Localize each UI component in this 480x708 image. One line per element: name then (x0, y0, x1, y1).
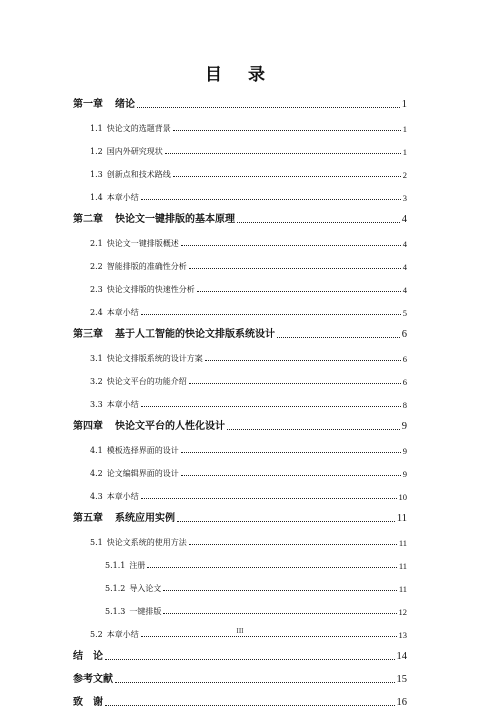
dot-leader (163, 589, 396, 591)
dot-leader (277, 336, 400, 338)
toc-page-number: 8 (403, 401, 407, 410)
toc-chapter-entry[interactable] (73, 87, 407, 110)
toc-section-entry[interactable] (73, 524, 407, 547)
toc-page-number: 4 (403, 240, 407, 249)
toc-section-entry[interactable] (73, 110, 407, 133)
dot-leader (165, 152, 401, 154)
dot-leader (173, 129, 401, 131)
toc-section-entry[interactable] (73, 386, 407, 409)
toc-entry-label (73, 652, 103, 662)
toc-entry-title: 本章小结 (107, 400, 139, 409)
toc-page-number: 12 (399, 608, 408, 617)
dot-leader (163, 612, 396, 614)
toc-entry-label (90, 447, 179, 455)
toc-entry-number: 3.3 (90, 400, 103, 409)
toc-section-entry[interactable] (73, 133, 407, 156)
dot-leader (173, 175, 401, 177)
dot-leader (141, 198, 401, 200)
toc-page-number: 11 (399, 562, 407, 571)
toc-page-number: 1 (403, 125, 407, 134)
toc-entry-title: 模板选择界面的设计 (107, 446, 179, 455)
toc-entry-label (90, 240, 179, 248)
toc-entry-number: 2.1 (90, 239, 103, 248)
toc-entry-number: 第五章 (73, 513, 103, 524)
toc-page-number: 11 (399, 539, 407, 548)
toc-entry-number: 1.1 (90, 124, 103, 133)
toc-page-number: 1 (403, 148, 407, 157)
toc-entry-title: 快论文一键排版的基本原理 (115, 214, 235, 225)
dot-leader (197, 290, 401, 292)
toc-entry-title: 快论文平台的功能介绍 (107, 377, 187, 386)
dot-leader (141, 497, 397, 499)
toc-section-entry[interactable] (73, 478, 407, 501)
toc-entry-number: 4.1 (90, 446, 103, 455)
toc-entry-title: 快论文系统的使用方法 (107, 538, 187, 547)
toc-entry-label (90, 355, 203, 363)
toc-entry-label (90, 194, 139, 202)
toc-entry-label (90, 493, 139, 501)
dot-leader (189, 382, 401, 384)
toc-entry-number: 5.1 (90, 538, 103, 547)
toc-page-number: 15 (397, 675, 408, 686)
toc-section-entry[interactable] (73, 179, 407, 202)
toc-entry-number: 5.1.2 (105, 584, 125, 593)
toc-entry-title: 致 谢 (73, 697, 103, 708)
toc-entry-title: 快论文一键排版概述 (107, 239, 179, 248)
toc-page-number: 16 (397, 698, 408, 708)
toc-entry-number: 1.4 (90, 193, 103, 202)
toc-entry-title: 系统应用实例 (115, 513, 175, 524)
dot-leader (115, 681, 395, 683)
toc-entry-label (90, 263, 187, 271)
toc-page-number: 2 (403, 171, 407, 180)
toc-page-number: 6 (403, 378, 407, 387)
toc-entry-label (73, 698, 103, 708)
toc-entry-number: 第三章 (73, 329, 103, 340)
page-number-footer: III (0, 627, 480, 635)
toc-section-entry[interactable] (73, 340, 407, 363)
dot-leader (105, 704, 395, 706)
toc-section-entry[interactable] (73, 156, 407, 179)
toc-entry-title: 国内外研究现状 (107, 147, 163, 156)
toc-entry-title: 结 论 (73, 651, 103, 662)
toc-entry-number: 2.3 (90, 285, 103, 294)
toc-entry-number: 2.2 (90, 262, 103, 271)
toc-page-number: 9 (403, 470, 407, 479)
toc-entry-label (90, 286, 195, 294)
toc-chapter-entry[interactable] (73, 202, 407, 225)
dot-leader (105, 658, 395, 660)
toc-subsection-entry[interactable] (73, 570, 407, 593)
dot-leader (147, 566, 396, 568)
toc-page-number: 11 (399, 585, 407, 594)
toc-page-number: 6 (403, 355, 407, 364)
toc-entry-number: 3.1 (90, 354, 103, 363)
dot-leader (189, 267, 401, 269)
toc-page-number: 6 (402, 330, 407, 341)
toc-entry-label (73, 675, 113, 685)
toc-entry-number: 5.1.1 (105, 561, 125, 570)
dot-leader (189, 543, 397, 545)
toc-entry-title: 一键排版 (129, 607, 161, 616)
dot-leader (181, 451, 401, 453)
toc-page-number: 4 (403, 286, 407, 295)
toc-entry-number: 1.2 (90, 147, 103, 156)
table-of-contents (73, 87, 407, 708)
toc-page-number: 4 (402, 215, 407, 226)
toc-section-entry[interactable] (73, 248, 407, 271)
toc-entry-label (73, 215, 235, 225)
toc-page-number: 5 (403, 309, 407, 318)
toc-page-number: 14 (397, 652, 408, 663)
toc-entry-label (90, 539, 187, 547)
toc-page-number: 3 (403, 194, 407, 203)
toc-chapter-entry[interactable] (73, 409, 407, 432)
dot-leader (177, 520, 395, 522)
toc-entry-title: 快论文平台的人性化设计 (115, 421, 225, 432)
toc-entry-title: 本章小结 (107, 308, 139, 317)
toc-entry-label (90, 378, 187, 386)
toc-entry-label (73, 514, 175, 524)
toc-entry-title: 本章小结 (107, 630, 139, 639)
toc-entry-title: 绪论 (115, 99, 135, 110)
toc-entry-title: 创新点和技术路线 (107, 170, 171, 179)
toc-section-entry[interactable] (73, 363, 407, 386)
toc-page-number: 4 (403, 263, 407, 272)
toc-entry-number: 5.2 (90, 630, 103, 639)
dot-leader (141, 635, 397, 637)
toc-page-number: 11 (397, 514, 407, 525)
toc-section-entry[interactable] (73, 432, 407, 455)
toc-chapter-entry[interactable] (73, 685, 407, 708)
toc-entry-title: 快论文的选题背景 (107, 124, 171, 133)
toc-page-number: 9 (403, 447, 407, 456)
toc-entry-label (105, 585, 161, 593)
dot-leader (141, 405, 401, 407)
toc-section-entry[interactable] (73, 294, 407, 317)
toc-entry-label (73, 330, 275, 340)
dot-leader (205, 359, 401, 361)
toc-entry-label (90, 125, 171, 133)
dot-leader (137, 106, 400, 108)
toc-page-number: 1 (402, 100, 407, 111)
toc-entry-number: 1.3 (90, 170, 103, 179)
toc-entry-title: 基于人工智能的快论文排版系统设计 (115, 329, 275, 340)
toc-entry-title: 论文编辑界面的设计 (107, 469, 179, 478)
toc-entry-title: 本章小结 (107, 193, 139, 202)
toc-subsection-entry[interactable] (73, 547, 407, 570)
toc-entry-title: 快论文排版系统的设计方案 (107, 354, 203, 363)
toc-entry-number: 4.2 (90, 469, 103, 478)
toc-entry-label (90, 171, 171, 179)
dot-leader (181, 474, 401, 476)
toc-entry-title: 本章小结 (107, 492, 139, 501)
toc-subsection-entry[interactable] (73, 593, 407, 616)
toc-entry-label (73, 422, 225, 432)
toc-entry-number: 3.2 (90, 377, 103, 386)
dot-leader (227, 428, 400, 430)
toc-entry-title: 智能排版的准确性分析 (107, 262, 187, 271)
toc-entry-label (90, 309, 139, 317)
toc-entry-number: 4.3 (90, 492, 103, 501)
toc-entry-label (90, 148, 163, 156)
toc-page-number: 10 (399, 493, 408, 502)
toc-entry-label (73, 100, 135, 110)
toc-entry-number: 第二章 (73, 214, 103, 225)
toc-entry-label (105, 562, 145, 570)
dot-leader (237, 221, 400, 223)
toc-entry-number: 5.1.3 (105, 607, 125, 616)
toc-entry-title: 快论文排版的快速性分析 (107, 285, 195, 294)
toc-section-entry[interactable] (73, 225, 407, 248)
toc-chapter-entry[interactable] (73, 501, 407, 524)
toc-chapter-entry[interactable] (73, 639, 407, 662)
toc-entry-number: 第四章 (73, 421, 103, 432)
toc-chapter-entry[interactable] (73, 317, 407, 340)
toc-page-number: 9 (402, 422, 407, 433)
toc-entry-number: 2.4 (90, 308, 103, 317)
toc-chapter-entry[interactable] (73, 662, 407, 685)
toc-entry-label (90, 470, 179, 478)
dot-leader (181, 244, 401, 246)
toc-section-entry[interactable] (73, 271, 407, 294)
toc-entry-title: 注册 (129, 561, 145, 570)
dot-leader (141, 313, 401, 315)
toc-entry-number: 第一章 (73, 99, 103, 110)
toc-entry-title: 参考文献 (73, 674, 113, 685)
page-title: 目 录 (0, 60, 480, 85)
toc-entry-label (90, 401, 139, 409)
toc-entry-title: 导入论文 (129, 584, 161, 593)
toc-page-number: 13 (399, 631, 408, 640)
toc-section-entry[interactable] (73, 455, 407, 478)
toc-entry-label (105, 608, 161, 616)
